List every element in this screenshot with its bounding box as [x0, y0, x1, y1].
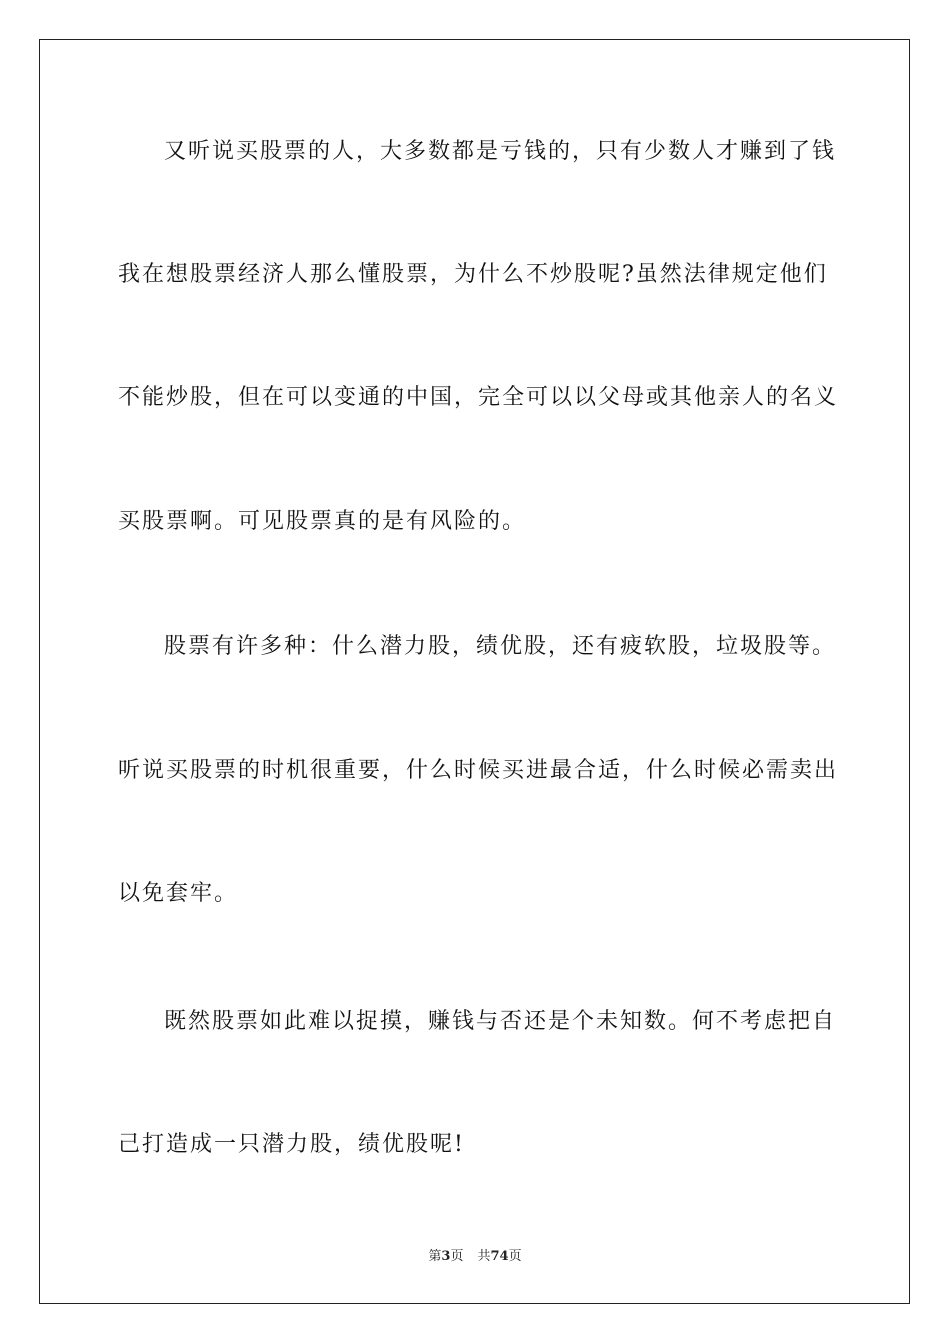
paragraph-line: 不能炒股，但在可以变通的中国，完全可以以父母或其他亲人的名义: [118, 385, 839, 410]
total-label-prefix: 共: [477, 1249, 491, 1264]
page-number: 3: [441, 1249, 451, 1264]
paragraph-line: 又听说买股票的人，大多数都是亏钱的，只有少数人才赚到了钱: [164, 139, 837, 164]
page-frame: [39, 39, 910, 1304]
total-pages: 74: [490, 1249, 509, 1264]
paragraph-line: 己打造成一只潜力股，绩优股呢!: [118, 1132, 465, 1157]
paragraph-line: 以免套牢。: [118, 881, 239, 906]
page-footer: [0, 1249, 950, 1265]
paragraph-line: 听说买股票的时机很重要，什么时候买进最合适，什么时候必需卖出: [118, 758, 839, 783]
page-label-prefix: 第: [428, 1249, 442, 1264]
page-label-suffix: 页: [450, 1249, 464, 1264]
paragraph-line: 股票有许多种：什么潜力股，绩优股，还有疲软股，垃圾股等。: [164, 634, 837, 659]
paragraph-line: 我在想股票经济人那么懂股票，为什么不炒股呢?虽然法律规定他们: [118, 262, 828, 287]
paragraph-line: 既然股票如此难以捉摸，赚钱与否还是个未知数。何不考虑把自: [164, 1009, 837, 1034]
total-label-suffix: 页: [508, 1249, 522, 1264]
paragraph-line: 买股票啊。可见股票真的是有风险的。: [118, 509, 527, 534]
